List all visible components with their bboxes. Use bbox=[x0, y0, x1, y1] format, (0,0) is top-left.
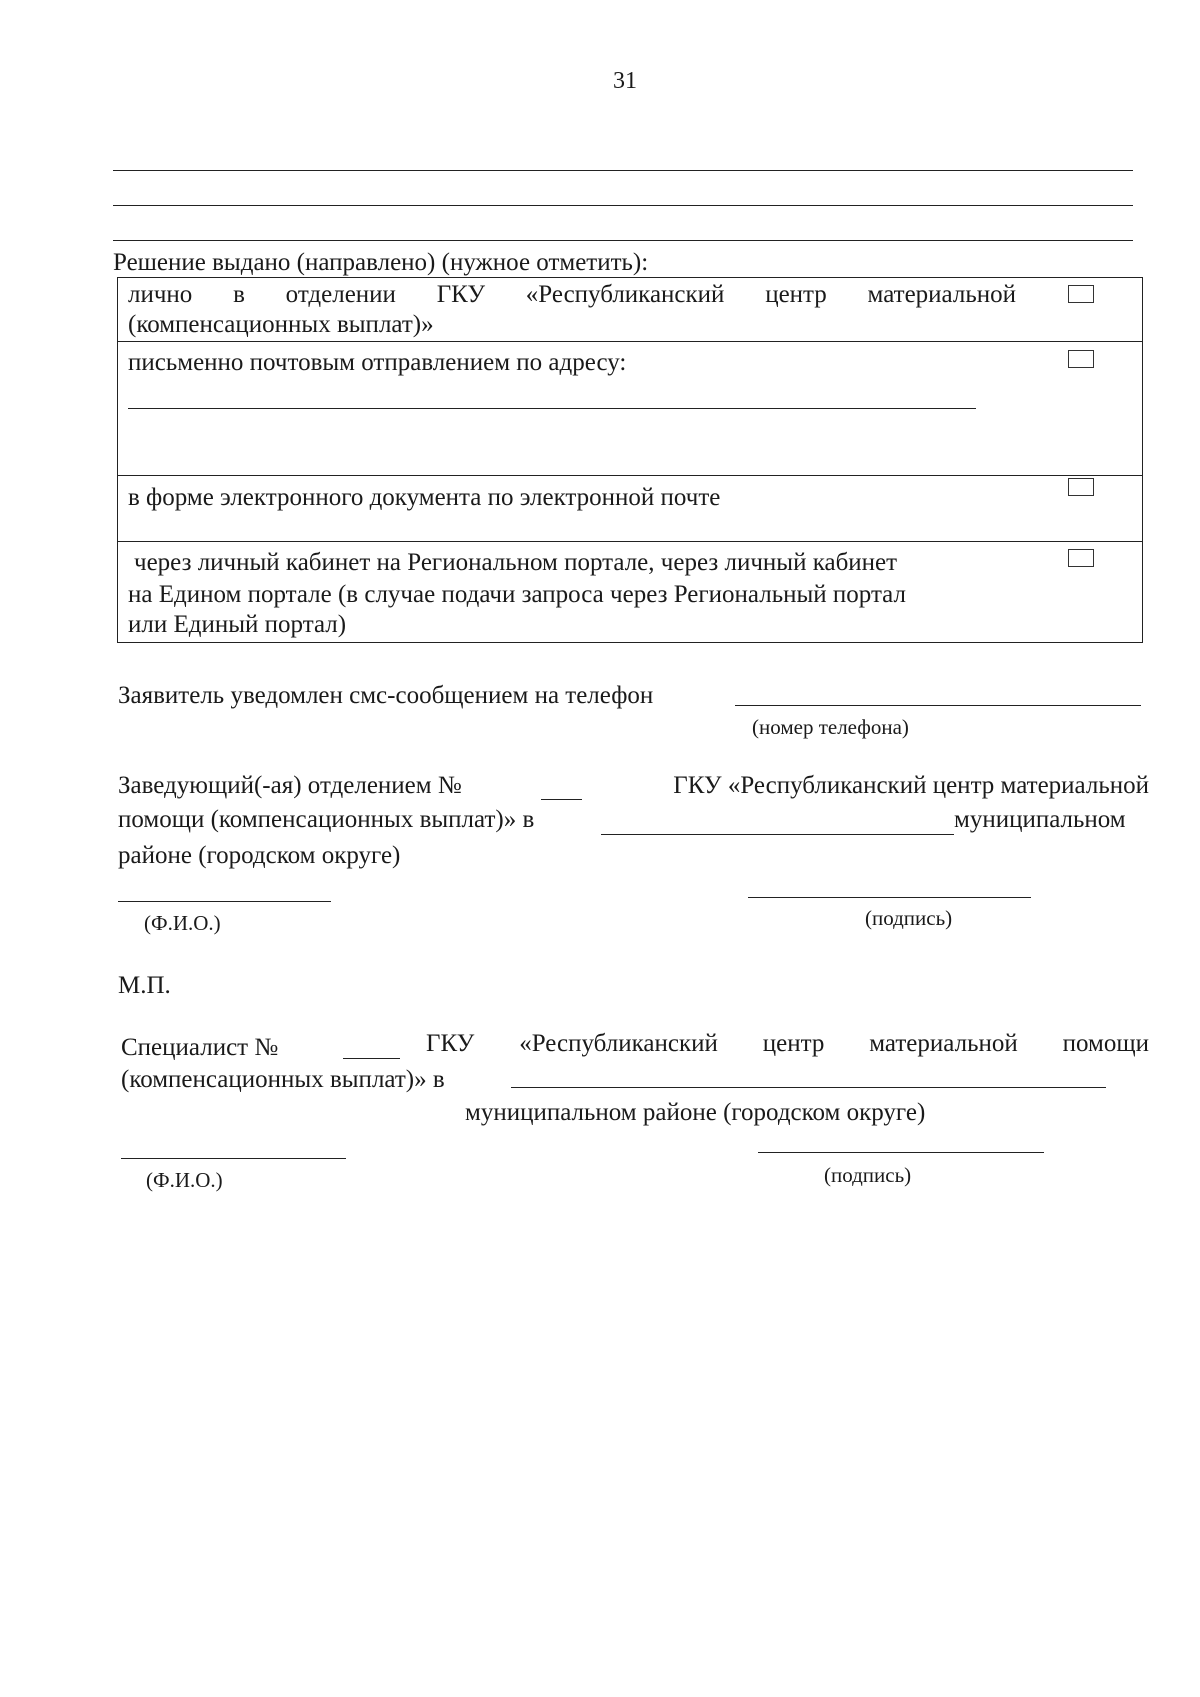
option-row-post bbox=[118, 342, 1142, 476]
option-label-line: (компенсационных выплат)» bbox=[128, 311, 434, 338]
specialist-line-2: (компенсационных выплат)» в bbox=[121, 1066, 445, 1093]
blank-line-1[interactable] bbox=[113, 170, 1133, 171]
checkbox-post[interactable] bbox=[1068, 350, 1094, 368]
phone-hint: (номер телефона) bbox=[752, 715, 909, 739]
checkbox-portal[interactable] bbox=[1068, 549, 1094, 567]
phone-input-line[interactable] bbox=[735, 705, 1141, 706]
specialist-fio-line[interactable] bbox=[121, 1158, 346, 1159]
head-line-2-right: муниципальном bbox=[954, 806, 1126, 833]
option-label-line: на Едином портале (в случае подачи запроса через Региональный портал bbox=[128, 581, 906, 608]
specialist-line-3: муниципальном районе (городском округе) bbox=[465, 1099, 926, 1126]
option-row-in-person bbox=[118, 278, 1142, 342]
option-label-line: через личный кабинет на Региональном портале, через личный кабинет bbox=[134, 549, 898, 576]
checkbox-email[interactable] bbox=[1068, 478, 1094, 496]
option-label-line: или Единый портал) bbox=[128, 611, 347, 638]
blank-line-2[interactable] bbox=[113, 205, 1133, 206]
blank-line-3[interactable] bbox=[113, 240, 1133, 241]
option-row-email bbox=[118, 476, 1142, 542]
head-line-1-right: ГКУ «Республиканский центр материальной bbox=[673, 772, 1149, 799]
specialist-signature-label: (подпись) bbox=[824, 1163, 912, 1187]
head-line-3: районе (городском округе) bbox=[118, 842, 401, 869]
decision-heading: Решение выдано (направлено) (нужное отметить): bbox=[113, 249, 649, 276]
specialist-fio-label: (Ф.И.О.) bbox=[146, 1168, 223, 1192]
specialist-line-1-left: Специалист № bbox=[121, 1034, 279, 1061]
head-signature-line[interactable] bbox=[748, 897, 1031, 898]
address-input-line[interactable] bbox=[128, 408, 976, 409]
option-label-line: в форме электронного документа по электронной почте bbox=[128, 484, 721, 511]
sms-label: Заявитель уведомлен смс-сообщением на телефон bbox=[118, 682, 654, 709]
head-line-2-left: помощи (компенсационных выплат)» в bbox=[118, 806, 535, 833]
page-number: 31 bbox=[613, 68, 637, 94]
stamp-label: М.П. bbox=[118, 972, 171, 999]
head-signature-label: (подпись) bbox=[865, 906, 953, 930]
specialist-signature-line[interactable] bbox=[758, 1152, 1044, 1153]
head-line-1-left: Заведующий(-ая) отделением № bbox=[118, 772, 462, 799]
option-label-line: лично в отделении ГКУ «Республиканский центр материальной bbox=[128, 281, 1016, 308]
specialist-number-line[interactable] bbox=[343, 1058, 400, 1059]
district-input-line[interactable] bbox=[601, 834, 954, 835]
checkbox-in-person[interactable] bbox=[1068, 285, 1094, 303]
option-label-line: письменно почтовым отправлением по адресу: bbox=[128, 349, 627, 376]
specialist-district-line[interactable] bbox=[511, 1087, 1106, 1088]
specialist-line-1-right: ГКУ «Республиканский центр материальной помощи bbox=[426, 1030, 1149, 1057]
department-number-line[interactable] bbox=[541, 799, 582, 800]
head-fio-label: (Ф.И.О.) bbox=[144, 911, 221, 935]
option-row-portal bbox=[118, 542, 1142, 642]
head-fio-line[interactable] bbox=[118, 901, 331, 902]
delivery-options-table bbox=[117, 277, 1143, 643]
